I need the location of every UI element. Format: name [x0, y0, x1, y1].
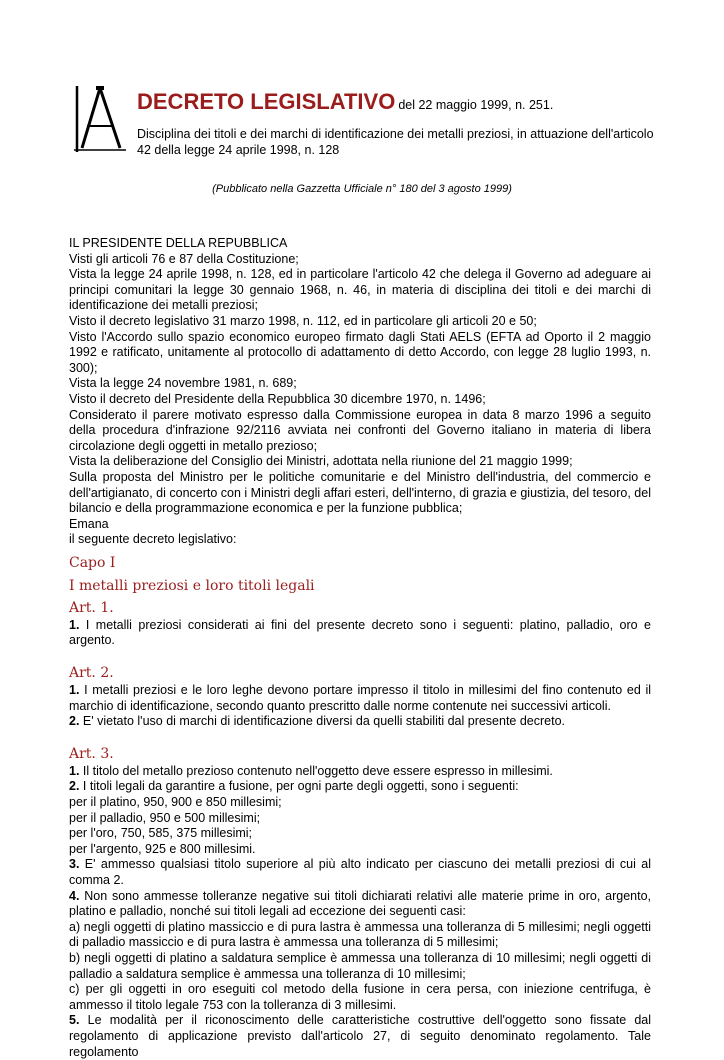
article-paragraph: [69, 889, 651, 920]
article-paragraph: [69, 842, 651, 858]
capo-title: I metalli preziosi e loro titoli legali: [69, 577, 315, 594]
article-paragraph: [69, 951, 651, 982]
paragraph-text: E' vietato l'uso di marchi di identificazione diversi da quelli stabiliti dal presente decreto.: [79, 714, 566, 729]
paragraph-text: per il platino, 950, 900 e 850 millesimi;: [69, 795, 282, 810]
paragraph-text: Il titolo del metallo prezioso contenuto nell'oggetto deve essere espresso in millesimi.: [79, 763, 553, 778]
article-paragraph: [69, 811, 651, 827]
paragraph-text: Non sono ammesse tolleranze negative sui titoli dichiarati relativi alle materie prime in oro, argento, platino e palladio, nonché sui titoli legali ad eccezione dei seguenti casi:: [69, 888, 651, 919]
article-paragraph: [69, 795, 651, 811]
preamble-line: Visto il decreto del Presidente della Repubblica 30 dicembre 1970, n. 1496;: [69, 391, 486, 406]
article-paragraph: [69, 779, 651, 795]
article-paragraph: [69, 857, 651, 888]
paragraph-number: 2.: [69, 779, 80, 794]
document-header: [137, 85, 657, 158]
paragraph-text: I metalli preziosi considerati ai fini del presente decreto sono i seguenti: platino, palladio, oro e argento.: [69, 617, 651, 648]
article-paragraph: [69, 826, 651, 842]
preamble-line: Vista la legge 24 aprile 1998, n. 128, ed in particolare l'articolo 42 che delega il Governo ad adeguare ai principi comunitari la legge 30 gennaio 1968, n. 46, in materia di disciplina dei titoli e dei marchi di identificazione dei metalli preziosi;: [69, 267, 651, 313]
paragraph-text: c) per gli oggetti in oro eseguiti col metodo della fusione in cera persa, con iniezione centrifuga, è ammesso il titolo legale 753 con la tolleranza di 3 millesimi.: [69, 982, 651, 1012]
compass-logo-icon: [74, 86, 126, 152]
paragraph-text: I titoli legali da garantire a fusione, per ogni parte degli oggetti, sono i seguenti:: [79, 779, 519, 794]
preamble-line: Emana: [69, 516, 109, 531]
paragraph-number: 1.: [69, 763, 80, 778]
article-paragraph: [69, 1013, 651, 1060]
paragraph-text: per l'oro, 750, 585, 375 millesimi;: [69, 826, 253, 841]
capo-number: Capo I: [69, 554, 116, 571]
paragraph-text: per l'argento, 925 e 800 millesimi.: [69, 841, 256, 856]
preamble-line: Visto il decreto legislativo 31 marzo 1998, n. 112, ed in particolare gli articoli 20 e 50;: [69, 313, 537, 328]
preamble-line: Visto l'Accordo sullo spazio economico europeo firmato dagli Stati AELS (EFTA ad Oporto il 2 maggio 1992 e ratificato, unitamente al protocollo di adattamento di detto Accordo, con legge 28 luglio 1993, n. 300);: [69, 329, 651, 375]
document-body: [69, 236, 651, 1060]
paragraph-number: 5.: [69, 1013, 80, 1028]
paragraph-text: b) negli oggetti di platino a saldatura semplice è ammessa una tolleranza di 10 millesimi; negli oggetti di palladio a saldatura semplice è ammessa una tolleranza di 10 millesimi;: [69, 950, 651, 981]
paragraph-number: 3.: [69, 857, 80, 872]
article-paragraph: [69, 714, 651, 730]
document-date: del 22 maggio 1999, n. 251.: [398, 98, 554, 112]
article-heading: Art. 3.: [69, 745, 114, 762]
preamble-line: Considerato il parere motivato espresso dalla Commissione europea in data 8 marzo 1996 a seguito della procedura d'infrazione 92/2116 avviata nei confronti del Governo italiano in materia di libera circolazione degli oggetti in metallo prezioso;: [69, 407, 651, 453]
publication-note: (Pubblicato nella Gazzetta Ufficiale n° 180 del 3 agosto 1999): [212, 183, 512, 195]
article-heading: Art. 1.: [69, 599, 114, 616]
article-paragraph: [69, 683, 651, 714]
article-heading: Art. 2.: [69, 665, 114, 682]
article-paragraph: [69, 920, 651, 951]
paragraph-number: 1.: [69, 683, 80, 698]
article-paragraph: [69, 982, 651, 1013]
document-title: DECRETO LEGISLATIVO: [137, 89, 396, 114]
paragraph-number: 1.: [69, 617, 80, 632]
document-subtitle: Disciplina dei titoli e dei marchi di identificazione dei metalli preziosi, in attuazione dell'articolo 42 della legge 24 aprile 1998, n. 128: [137, 127, 654, 157]
paragraph-number: 4.: [69, 888, 80, 903]
paragraph-text: E' ammesso qualsiasi titolo superiore al più alto indicato per ciascuno dei metalli preziosi di cui al comma 2.: [69, 857, 651, 887]
article-paragraph: [69, 618, 651, 649]
preamble: [69, 236, 651, 548]
article-paragraph: [69, 764, 651, 780]
preamble-line: il seguente decreto legislativo:: [69, 532, 237, 547]
paragraph-text: I metalli preziosi e le loro leghe devono portare impresso il titolo in millesimi del fino contenuto ed il marchio di identificazione, secondo quanto prescritto dalle norme contenute nei successivi articoli.: [69, 683, 651, 713]
paragraph-number: 2.: [69, 714, 80, 729]
preamble-line: Vista la legge 24 novembre 1981, n. 689;: [69, 376, 297, 391]
preamble-line: IL PRESIDENTE DELLA REPUBBLICA: [69, 236, 288, 250]
preamble-line: Sulla proposta del Ministro per le politiche comunitarie e del Ministro dell'industria, del commercio e dell'artigianato, di concerto con i Ministri degli affari esteri, dell'interno, di grazia e giustizia, del tesoro, del bilancio e della programmazione economica e per la funzione pubblica;: [69, 469, 651, 516]
preamble-line: Vista la deliberazione del Consiglio dei Ministri, adottata nella riunione del 21 maggio 1999;: [69, 454, 573, 469]
paragraph-text: Le modalità per il riconoscimento delle caratteristiche costruttive dell'oggetto sono fissate dal regolamento di applicazione previsto dall'articolo 27, di seguito denominato regolamento. Tale regolamento: [69, 1013, 651, 1059]
paragraph-text: a) negli oggetti di platino massiccio e di pura lastra è ammessa una tolleranza di 5 millesimi; negli oggetti di palladio massiccio e di pura lastra è ammessa una tolleranza di 5 millesimi;: [69, 919, 651, 950]
preamble-line: Visti gli articoli 76 e 87 della Costituzione;: [69, 251, 299, 266]
paragraph-text: per il palladio, 950 e 500 millesimi;: [69, 810, 261, 825]
